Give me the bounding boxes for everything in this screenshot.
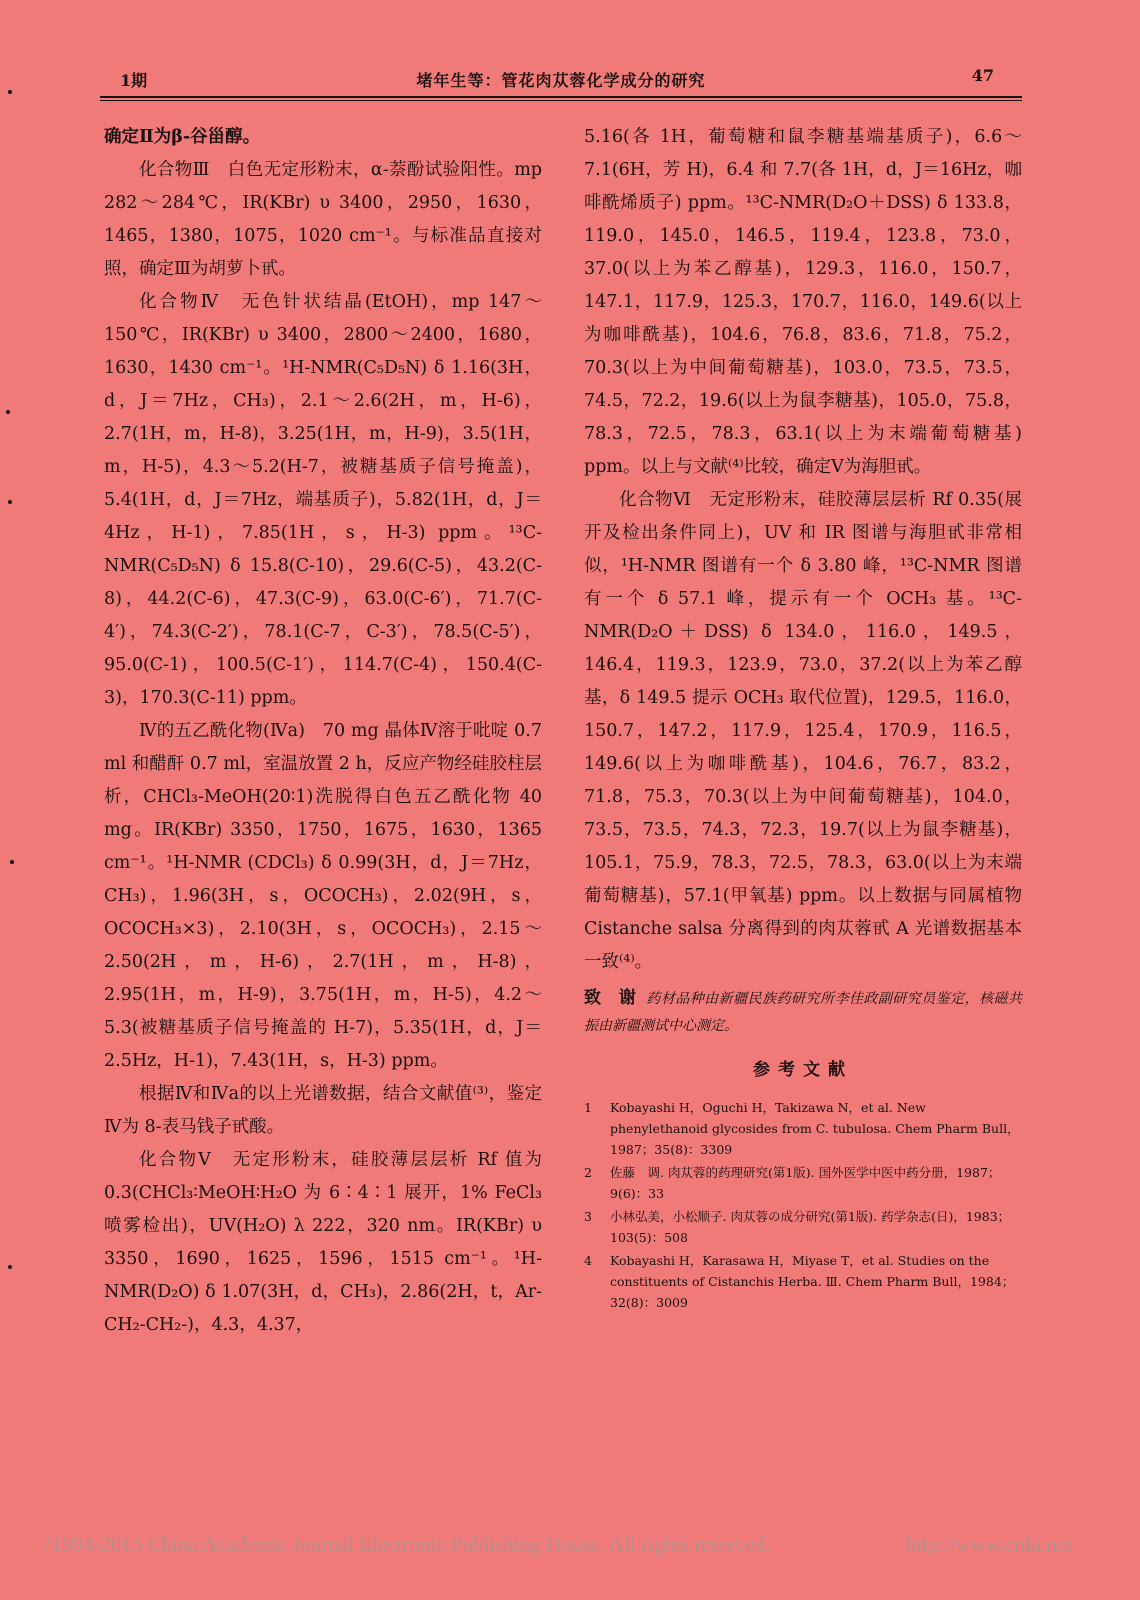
left-paragraph: Ⅳ的五乙酰化物(Ⅳa) 70 mg 晶体Ⅳ溶于吡啶 0.7 ml 和醋酐 0.7 ml，室温放置 2 h，反应产物经硅胶柱层析，CHCl₃-MeOH(20∶1)洗脱得白色五乙酰化物 40 mg。IR(KBr) 3350，1750，1675，1630，1365 cm⁻¹。¹H-NMR (CDCl₃) δ 0.99(3H，d，J＝7Hz，CH₃)，1.96(3H，s，OCOCH₃)，2.02(9H，s，OCOCH₃×3)，2.10(3H，s，OCOCH₃)，2.15～2.50(2H，m，H-6)，2.7(1H，m，H-8)，2.95(1H，m，H-9)，3.75(1H，m，H-5)，4.2～5.3(被糖基质子信号掩盖的 H-7)，5.35(1H，d，J＝2.5Hz，H-1)，7.43(1H，s，H-3) ppm。 [104,721,542,1071]
reference-item [584,1206,1022,1248]
right-column [584,121,1022,1315]
header-rule-thin [100,100,1022,101]
scan-speck [10,860,14,864]
acknowledgement-text: 药材品种由新疆民族药研究所李佳政副研究员鉴定，核磁共振由新疆测试中心测定。 [584,991,1023,1034]
copyright-footer [42,1532,1072,1557]
left-paragraph: 化合物Ⅳ 无色针状结晶(EtOH)，mp 147～150℃，IR(KBr) υ 3400，2800～2400，1680，1630，1430 cm⁻¹。¹H-NMR(C₅D₅N) δ 1.16(3H，d，J＝7Hz，CH₃)，2.1～2.6(2H，m，H-6)，2.7(1H，m，H-8)，3.25(1H，m，H-9)，3.5(1H，m，H-5)，4.3～5.2(H-7，被糖基质子信号掩盖)，5.4(1H，d，J＝7Hz，端基质子)，5.82(1H，d，J＝4Hz，H-1)，7.85(1H，s，H-3) ppm。¹³C-NMR(C₅D₅N) δ 15.8(C-10)，29.6(C-5)，43.2(C-8)，44.2(C-6)，47.3(C-9)，63.0(C-6′)，71.7(C-4′)，74.3(C-2′)，78.1(C-7，C-3′)，78.5(C-5′)，95.0(C-1)，100.5(C-1′)，114.7(C-4)，150.4(C-3)，170.3(C-11) ppm。 [104,292,542,708]
reference-item [584,1097,1022,1160]
scan-speck [8,1265,12,1269]
reference-text: 小林弘美，小松顺子. 肉苁蓉の成分研究(第1版). 药学杂志(日)，1983；103(5)：508 [610,1209,1011,1245]
right-paragraph: 化合物Ⅵ 无定形粉末，硅胶薄层层析 Rf 0.35(展开及检出条件同上)，UV 和 IR 图谱与海胆甙非常相似，¹H-NMR 图谱有一个 δ 3.80 峰，¹³C-NMR 图谱有一个 δ 57.1 峰，提示有一个 OCH₃ 基。¹³C-NMR(D₂O＋DSS) δ 134.0，116.0，149.5，146.4，119.3，123.9，73.0，37.2(以上为苯乙醇基，δ 149.5 提示 OCH₃ 取代位置)，129.5，116.0，150.7，147.2，117.9，125.4，170.9，116.5，149.6(以上为咖啡酰基)，104.6，76.7，83.2，71.8，75.3，70.3(以上为中间葡萄糖基)，104.0，73.5，73.5，74.3，72.3，19.7(以上为鼠李糖基)，105.1，75.9，78.3，72.5，78.3，63.0(以上为末端葡萄糖基)，57.1(甲氧基) ppm。以上数据与同属植物 Cistanche salsa 分离得到的肉苁蓉甙 A 光谱数据基本一致⁽⁴⁾。 [584,490,1022,972]
header-rule-thick [100,96,1022,98]
running-header [100,64,1022,96]
reference-number: 3 [584,1209,592,1224]
reference-number: 1 [584,1100,592,1115]
scan-speck [6,410,10,414]
left-column [104,121,542,1342]
right-paragraph: 5.16(各 1H，葡萄糖和鼠李糖基端基质子)，6.6～7.1(6H，芳 H)，6.4 和 7.7(各 1H，d，J＝16Hz，咖啡酰烯质子) ppm。¹³C-NMR(D₂O＋DSS) δ 133.8，119.0，145.0，146.5，119.4，123.8，73.0，37.0(以上为苯乙醇基)，129.3，116.0，150.7，147.1，117.9，125.3，170.7，116.0，149.6(以上为咖啡酰基)，104.6，76.8，83.6，71.8，75.2，70.3(以上为中间葡萄糖基)，103.0，73.5，73.5，74.5，72.2，19.6(以上为鼠李糖基)，105.0，75.8，78.3，72.5，78.3，63.1(以上为末端葡萄糖基) ppm。以上与文献⁽⁴⁾比较，确定Ⅴ为海胆甙。 [584,127,1022,477]
acknowledgement [584,985,1022,1040]
scan-speck [8,500,12,504]
scan-speck [8,90,12,94]
cnki-link[interactable]: http://www.cnki.net [905,1532,1072,1556]
reference-text: 佐藤 调. 肉苁蓉的药理研究(第1版). 国外医学中医中药分册，1987；9(6)：33 [610,1165,1001,1201]
left-paragraph: 确定Ⅱ为β-谷甾醇。 [104,127,261,147]
acknowledgement-label: 致 谢 [584,988,637,1008]
copyright-text: ?1994-2015 China Academic Journal Electronic Publishing House. All rights reserved. [42,1532,771,1556]
reference-item [584,1250,1022,1313]
reference-text: Kobayashi H，Karasawa H，Miyase T，et al. Studies on the constituents of Cistanchis Herba. Ⅲ. Chem Pharm Bull，1984；32(8)：3009 [610,1253,1015,1310]
left-paragraph: 化合物Ⅴ 无定形粉末，硅胶薄层层析 Rf 值为 0.3(CHCl₃∶MeOH∶H₂O 为 6∶4∶1 展开，1% FeCl₃ 喷雾检出)，UV(H₂O) λ 222，320 nm。IR(KBr) υ 3350，1690，1625，1596，1515 cm⁻¹。¹H-NMR(D₂O) δ 1.07(3H，d，CH₃)，2.86(2H，t，Ar-CH₂-CH₂-)，4.3，4.37， [104,1150,542,1335]
reference-number: 2 [584,1165,592,1180]
left-paragraph: 化合物Ⅲ 白色无定形粉末，α-萘酚试验阳性。mp 282～284℃，IR(KBr) υ 3400，2950，1630，1465，1380，1075，1020 cm⁻¹。与标准品直接对照，确定Ⅲ为胡萝卜甙。 [104,160,542,279]
reference-number: 4 [584,1253,592,1268]
issue-number: 1期 [120,71,148,90]
references-title: 参考文献 [753,1060,853,1080]
page-number: 47 [971,66,994,85]
reference-item [584,1162,1022,1204]
running-title: 堵年生等：管花肉苁蓉化学成分的研究 [416,71,706,90]
left-paragraph: 根据Ⅳ和Ⅳa的以上光谱数据，结合文献值⁽³⁾，鉴定Ⅳ为 8-表马钱子甙酸。 [104,1084,542,1137]
reference-text: Kobayashi H，Oguchi H，Takizawa N，et al. New phenylethanoid glycosides from C. tubulosa. Chem Pharm Bull，1987；35(8)：3309 [610,1100,1020,1157]
